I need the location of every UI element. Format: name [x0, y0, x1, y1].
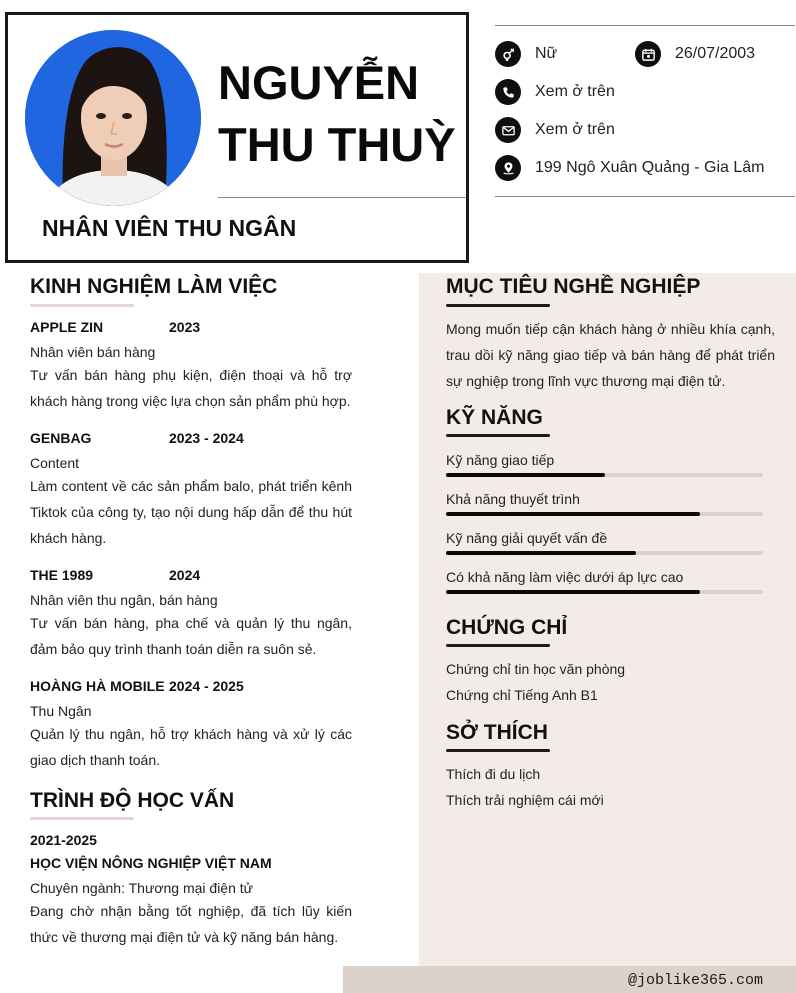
skill-bar-fill [446, 551, 636, 555]
phone-value: Xem ở trên [535, 83, 615, 100]
experience-company: GENBAG [30, 430, 92, 446]
address-value: 199 Ngô Xuân Quảng - Gia Lâm [535, 159, 765, 176]
calendar-icon [635, 41, 661, 67]
location-pin-icon [495, 155, 521, 181]
skill-bar-track [446, 590, 763, 594]
certificate-item: Chứng chỉ Tiếng Anh B1 [446, 687, 598, 703]
skill-bar-fill [446, 590, 700, 594]
certificates-heading: CHỨNG CHỈ [446, 616, 568, 639]
objective-text: Mong muốn tiếp cận khách hàng ở nhiều khía cạnh, trau dồi kỹ năng giao tiếp và bán hàng để phát triển sự nghiệp trong lĩnh vực thương mại điện tử. [446, 321, 775, 389]
skills-underline [446, 434, 550, 437]
full-name [218, 52, 456, 176]
skill-bar-fill [446, 512, 700, 516]
experience-description: Làm content về các sản phẩm balo, phát triển kênh Tiktok của công ty, tạo nội dung hấp dẫn để thu hút khách hàng. [30, 478, 352, 546]
hobbies-underline [446, 749, 550, 752]
education-major: Chuyên ngành: Thương mại điện tử [30, 880, 254, 896]
experience-description: Tư vấn bán hàng phụ kiện, điện thoại và hỗ trợ khách hàng trong việc lựa chọn sản phẩm phù hợp. [30, 367, 352, 409]
skill-label: Kỹ năng giao tiếp [446, 452, 555, 468]
experience-period: 2024 [169, 567, 201, 583]
name-divider [218, 197, 466, 198]
skill-bar-track [446, 512, 763, 516]
skill-label: Có khả năng làm việc dưới áp lực cao [446, 569, 684, 585]
skill-label: Kỹ năng giải quyết vấn đề [446, 530, 608, 546]
skill-bar-fill [446, 473, 605, 477]
email-value: Xem ở trên [535, 121, 615, 138]
contact-address [495, 155, 764, 181]
experience-description: Tư vấn bán hàng, pha chế và quản lý thu ngân, đảm bảo quy trình thanh toán diễn ra suôn sẻ. [30, 615, 352, 657]
experience-role: Nhân viên bán hàng [30, 344, 156, 360]
experience-company: HOÀNG HÀ MOBILE [30, 678, 165, 694]
experience-item [30, 565, 352, 662]
hobby-item: Thích đi du lịch [446, 766, 541, 782]
certificate-item: Chứng chỉ tin học văn phòng [446, 661, 626, 677]
experience-period: 2023 [169, 319, 201, 335]
hobby-item: Thích trải nghiệm cái mới [446, 792, 604, 808]
footer-watermark: @joblike365.com [627, 972, 763, 989]
contact-bottom-divider [495, 196, 795, 197]
skill-item [446, 567, 763, 594]
job-title: NHÂN VIÊN THU NGÂN [42, 215, 297, 241]
skills-heading: KỸ NĂNG [446, 406, 543, 429]
experience-role: Nhân viên thu ngân, bán hàng [30, 592, 218, 608]
experience-period: 2024 - 2025 [169, 678, 244, 694]
experience-role: Content [30, 455, 80, 471]
skill-item [446, 450, 763, 477]
contact-birthdate [635, 41, 755, 67]
experience-item [30, 317, 352, 414]
name-line-1: NGUYỄN [218, 56, 420, 109]
birthdate-value: 26/07/2003 [675, 45, 756, 62]
education-underline [30, 817, 134, 820]
footer-bar [343, 966, 796, 993]
experience-heading: KINH NGHIỆM LÀM VIỆC [30, 275, 278, 298]
education-description: Đang chờ nhận bằng tốt nghiệp, đã tích lũy kiến thức về thương mại điện tử và kỹ năng bán hàng. [30, 903, 352, 945]
skill-item [446, 489, 763, 516]
contact-email [495, 117, 615, 143]
experience-company: THE 1989 [30, 567, 94, 583]
objective-heading: MỤC TIÊU NGHỀ NGHIỆP [446, 275, 701, 298]
experience-description: Quản lý thu ngân, hỗ trợ khách hàng và xử lý các giao dịch thanh toán. [30, 726, 352, 768]
education-period: 2021-2025 [30, 832, 97, 848]
envelope-icon [495, 117, 521, 143]
skill-item [446, 528, 763, 555]
education-school: HỌC VIỆN NÔNG NGHIỆP VIỆT NAM [30, 855, 272, 871]
experience-item [30, 428, 352, 551]
contact-phone [495, 79, 615, 105]
skill-bar-track [446, 551, 763, 555]
experience-company: APPLE ZIN [30, 319, 104, 335]
name-line-2: THU THUỲ [218, 118, 456, 171]
profile-photo-illustration [25, 30, 201, 206]
experience-item [30, 676, 352, 773]
phone-icon [495, 79, 521, 105]
education-heading: TRÌNH ĐỘ HỌC VẤN [30, 789, 235, 812]
objective-underline [446, 304, 550, 307]
certificates-underline [446, 644, 550, 647]
experience-role: Thu Ngân [30, 703, 92, 719]
education-item [30, 830, 352, 950]
experience-underline [30, 304, 134, 307]
profile-photo [25, 30, 201, 206]
contact-gender [495, 41, 557, 67]
skill-label: Khả năng thuyết trình [446, 491, 580, 507]
gender-value: Nữ [535, 45, 558, 62]
gender-icon [495, 41, 521, 67]
skill-bar-track [446, 473, 763, 477]
experience-period: 2023 - 2024 [169, 430, 244, 446]
hobbies-heading: SỞ THÍCH [446, 721, 548, 744]
contact-top-divider [495, 25, 795, 26]
